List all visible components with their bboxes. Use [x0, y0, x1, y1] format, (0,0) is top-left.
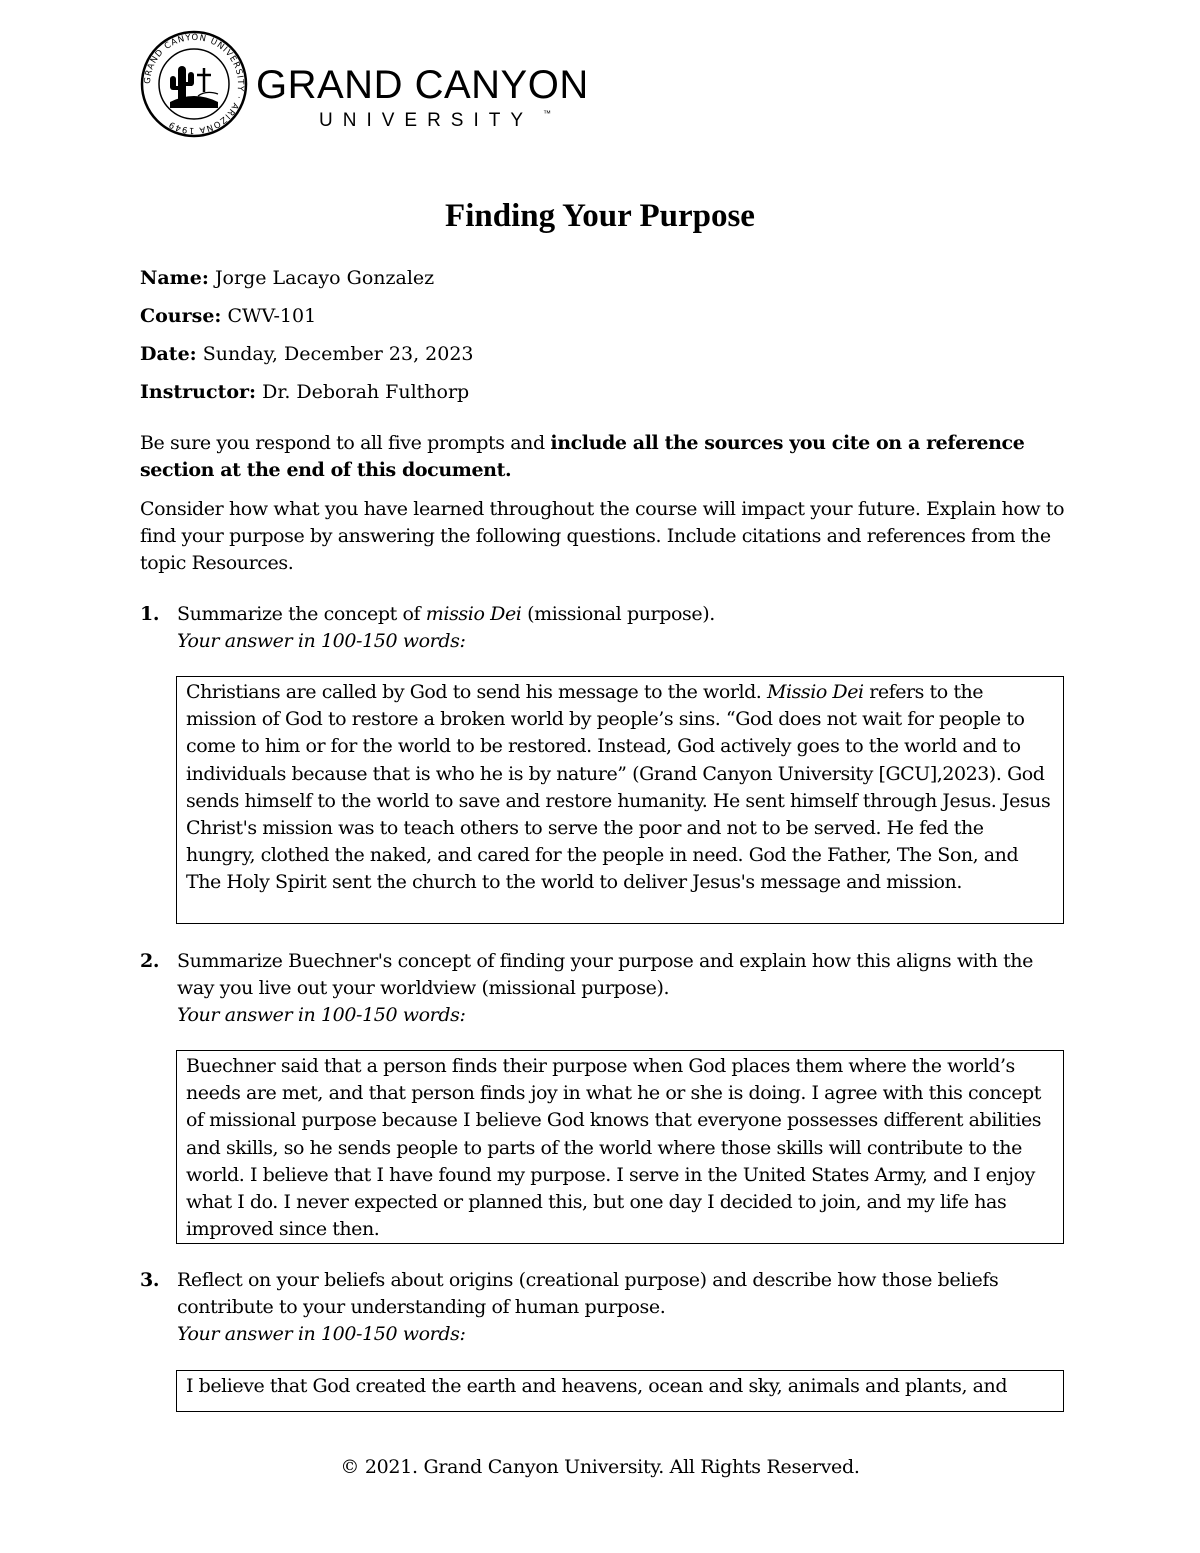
answer-hint: Your answer in 100-150 words:	[177, 1004, 466, 1026]
question-2	[140, 948, 1070, 1029]
course-line	[140, 304, 316, 329]
instructor-label: Instructor:	[140, 381, 257, 403]
question-prompt: Summarize the concept of missio Dei (missional purpose).	[177, 603, 715, 625]
answer-box-3[interactable]: I believe that God created the earth and heavens, ocean and sky, animals and plants, and	[176, 1370, 1064, 1412]
copyright-footer: © 2021. Grand Canyon University. All Rights Reserved.	[340, 1456, 860, 1478]
answer-hint: Your answer in 100-150 words:	[177, 630, 466, 652]
course-label: Course:	[140, 305, 222, 327]
gcu-logo	[140, 30, 620, 136]
date-line	[140, 342, 474, 367]
wordmark-logo	[256, 64, 626, 134]
university-seal-icon	[140, 30, 248, 138]
instructor-name: Dr. Deborah Fulthorp	[262, 381, 470, 403]
question-3	[140, 1267, 1070, 1348]
svg-text:GRAND CANYON: GRAND CANYON	[256, 64, 589, 107]
document-title: Finding Your Purpose	[445, 198, 755, 234]
course-code: CWV-101	[227, 305, 317, 327]
question-prompt: Reflect on your beliefs about origins (creational purpose) and describe how those beliefs contribute to your understanding of human purpose.	[177, 1269, 999, 1318]
instructions-paragraph	[140, 430, 1070, 484]
name-line	[140, 266, 434, 291]
question-number: 2.	[140, 950, 160, 972]
student-name: Jorge Lacayo Gonzalez	[214, 267, 435, 289]
svg-text:™: ™	[543, 109, 551, 118]
answer-box-2[interactable]: Buechner said that a person finds their purpose when God places them where the world’s needs are met, and that person finds joy in what he or she is doing. I agree with this concept of missional purpose because I believe God knows that everyone possesses different abilities and skills, so he sends people to parts of the world where those skills will contribute to the world. I believe that I have found my purpose. I serve in the United States Army, and I enjoy what I do. I never expected or planned this, but one day I decided to join, and my life has improved since then.	[176, 1050, 1064, 1244]
question-number: 3.	[140, 1269, 160, 1291]
instructor-line	[140, 380, 469, 405]
svg-text:UNIVERSITY: UNIVERSITY	[319, 110, 534, 131]
date-label: Date:	[140, 343, 197, 365]
name-label: Name:	[140, 267, 209, 289]
question-prompt: Summarize Buechner's concept of finding your purpose and explain how this aligns with the way you live out your worldview (missional purpose).	[177, 950, 1033, 999]
question-number: 1.	[140, 603, 160, 625]
question-1	[140, 601, 1070, 655]
instructions-intro: Be sure you respond to all five prompts and	[140, 432, 551, 454]
date-value: Sunday, December 23, 2023	[202, 343, 474, 365]
answer-hint: Your answer in 100-150 words:	[177, 1323, 466, 1345]
svg-text:GRAND CANYON UNIVERSITY · ARIZ	[143, 33, 245, 135]
seal-lettering: GRAND CANYON UNIVERSITY · ARIZONA 1949	[142, 32, 246, 136]
answer-box-1[interactable]: Christians are called by God to send his message to the world. Missio Dei refers to the mission of God to restore a broken world by people’s sins. “God does not wait for people to come to him or for the world to be restored. Instead, God actively goes to the world and to individuals because that is who he is by nature” (Grand Canyon University [GCU],2023). God sends himself to the world to save and restore humanity. He sent himself through Jesus. Jesus Christ's mission was to teach others to serve the poor and not to be served. He fed the hungry, clothed the naked, and cared for the people in need. God the Father, The Son, and The Holy Spirit sent the church to the world to deliver Jesus's message and mission.	[176, 676, 1064, 924]
instructions-emphasis: include all the sources you cite on a reference section at the end of this document.	[140, 432, 1025, 481]
consider-paragraph: Consider how what you have learned throughout the course will impact your future. Explain how to find your purpose by answering the following questions. Include citations and references from the topic Resources.	[140, 498, 1065, 574]
